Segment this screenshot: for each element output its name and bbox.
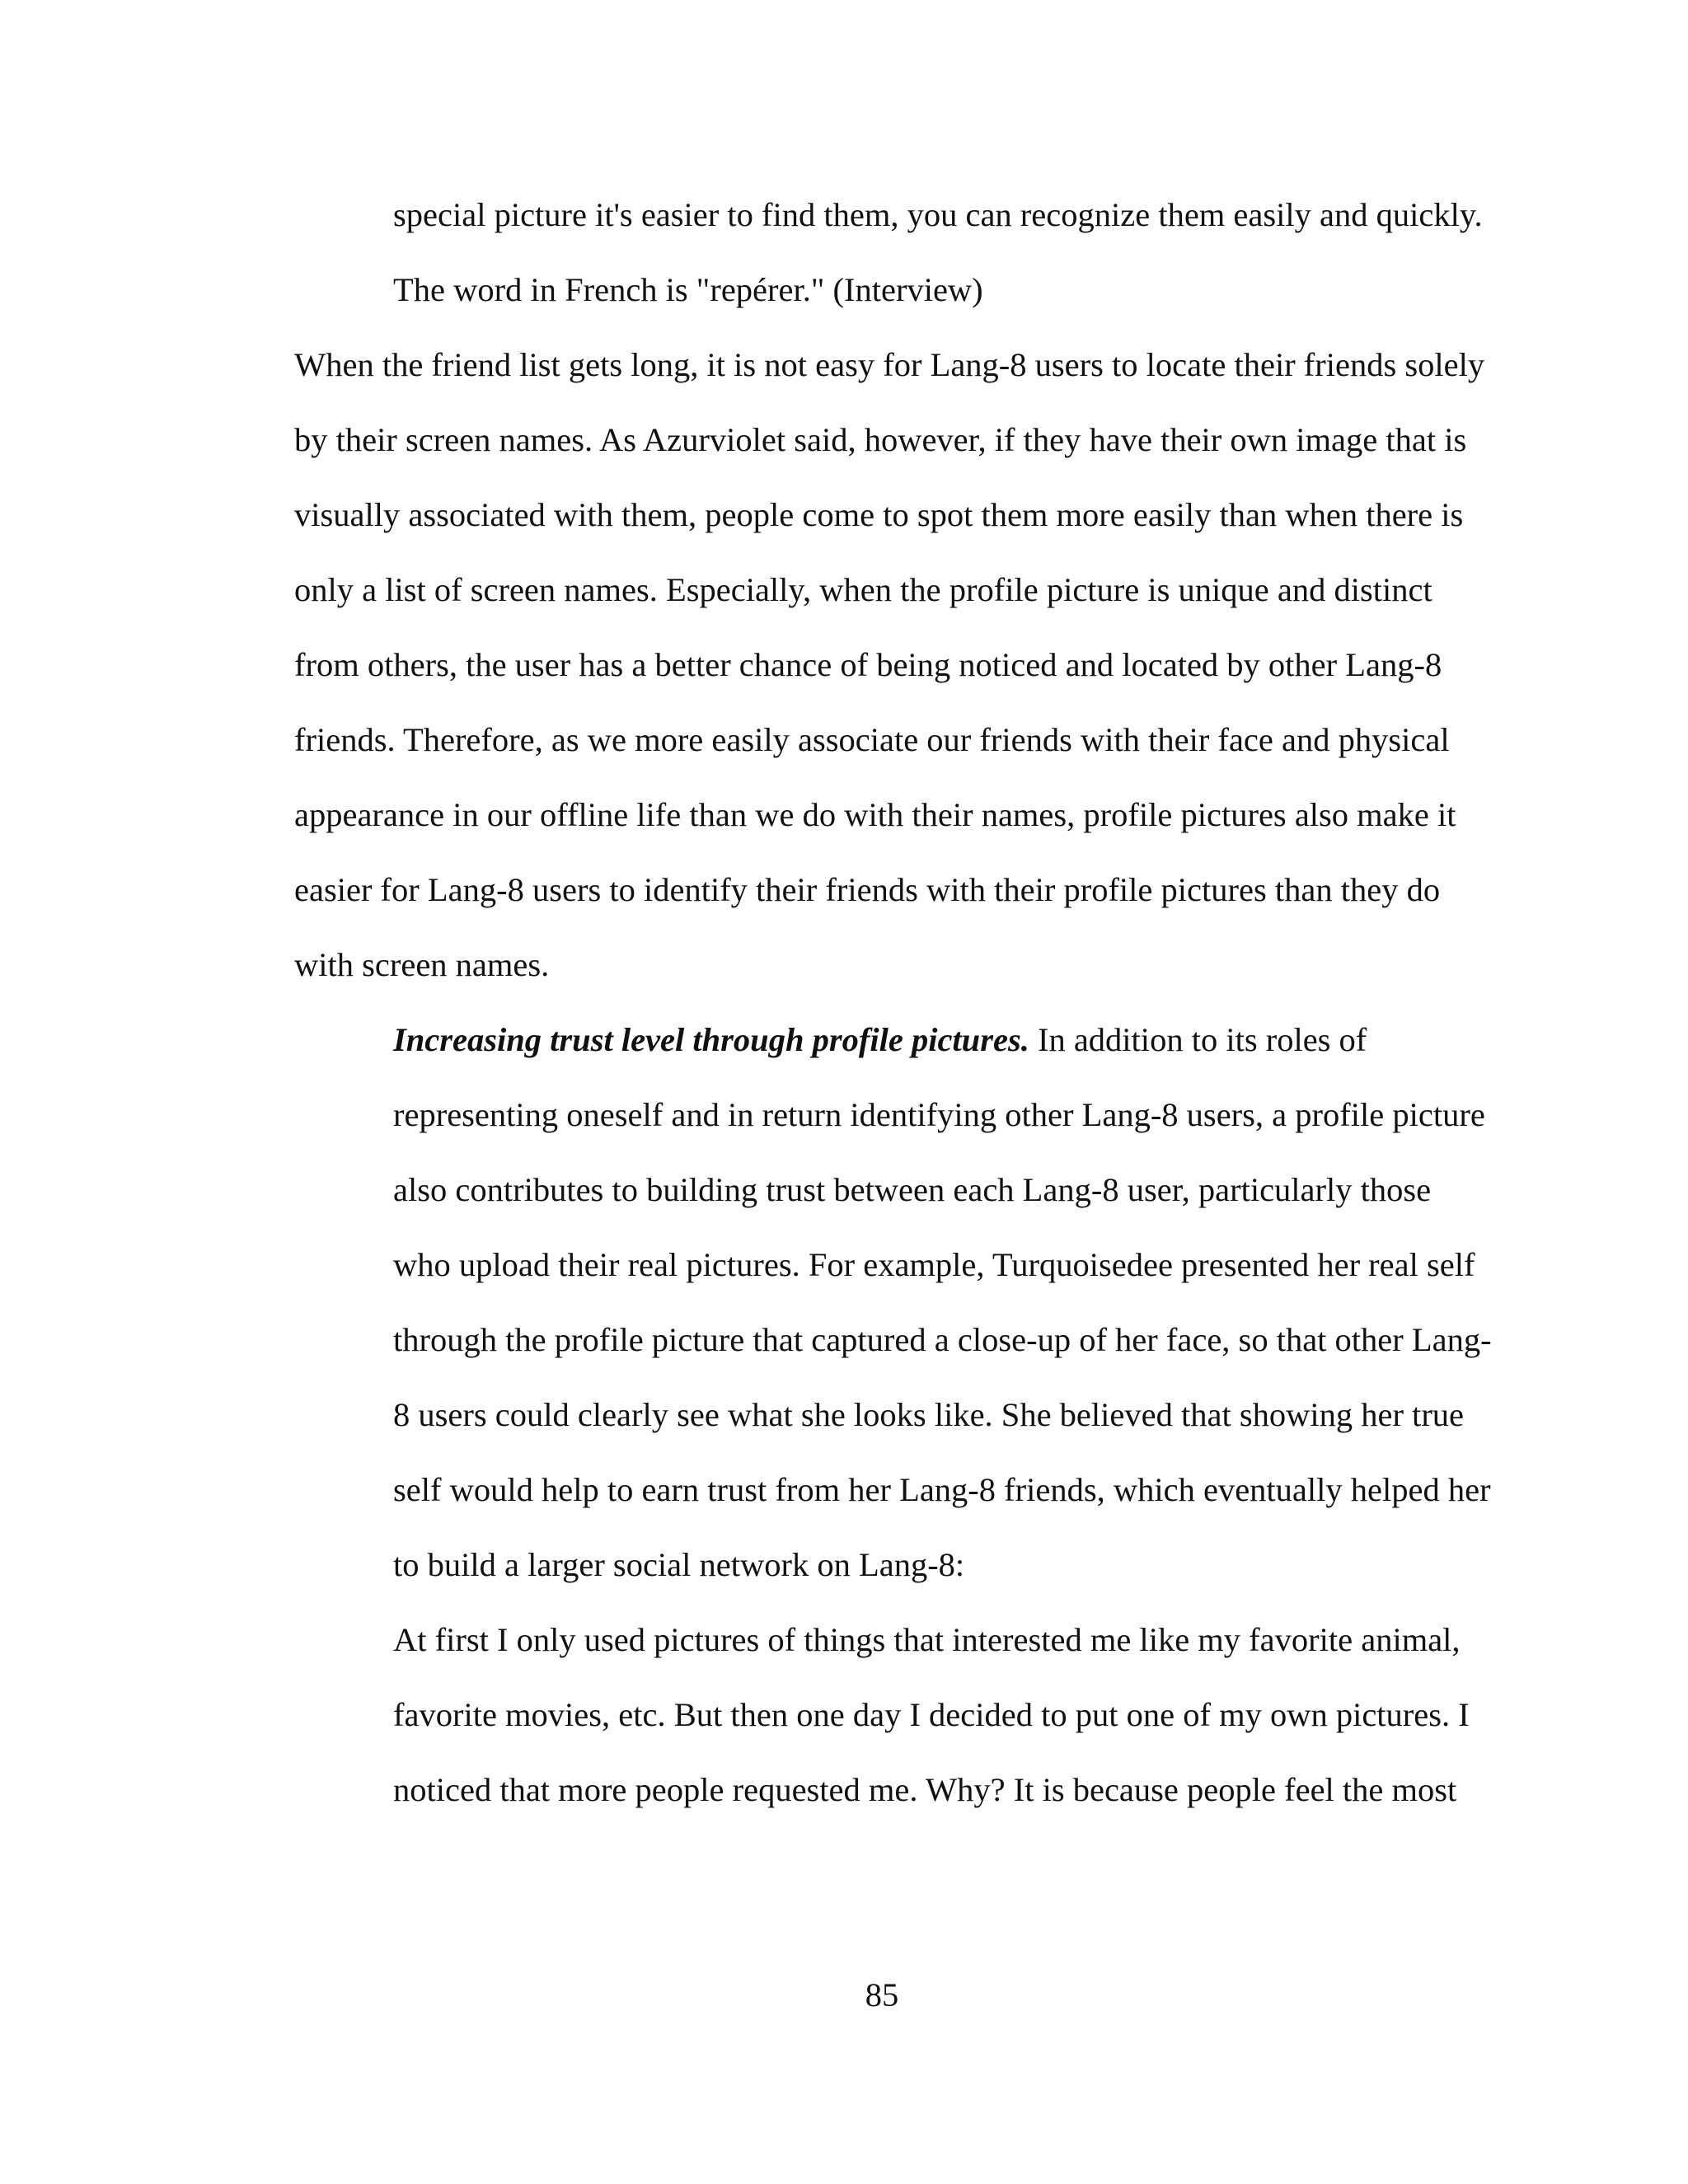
body-line: self would help to earn trust from her Lang-8 friends, which eventually helped her <box>393 1471 1491 1508</box>
page-number: 85 <box>865 1976 899 2013</box>
body-line: through the profile picture that captured a close-up of her face, so that other Lang- <box>393 1321 1492 1358</box>
body-line: also contributes to building trust between each Lang-8 user, particularly those <box>393 1171 1432 1208</box>
body-line: representing oneself and in return identifying other Lang-8 users, a profile picture <box>393 1096 1485 1133</box>
section-heading-line <box>393 1020 1367 1060</box>
quote-line: favorite movies, etc. But then one day I decided to put one of my own pictures. I <box>393 1696 1470 1733</box>
quote-line: special picture it's easier to find them, you can recognize them easily and quickly. <box>393 196 1483 233</box>
body-line: appearance in our offline life than we do with their names, profile pictures also make it <box>294 796 1456 833</box>
body-line: visually associated with them, people come to spot them more easily than when there is <box>294 496 1464 533</box>
body-text: In addition to its roles of <box>1029 1021 1367 1058</box>
body-line: who upload their real pictures. For example, Turquoisedee presented her real self <box>393 1246 1475 1283</box>
body-line: to build a larger social network on Lang-8: <box>393 1546 965 1583</box>
body-line: by their screen names. As Azurviolet said, however, if they have their own image that is <box>294 421 1467 458</box>
body-line: friends. Therefore, as we more easily associate our friends with their face and physical <box>294 721 1450 758</box>
body-line: only a list of screen names. Especially, when the profile picture is unique and distinct <box>294 571 1432 608</box>
body-line: When the friend list gets long, it is not easy for Lang-8 users to locate their friends solely <box>294 346 1485 383</box>
body-line: easier for Lang-8 users to identify their friends with their profile pictures than they do <box>294 871 1441 908</box>
quote-line: The word in French is "repérer." (Interview) <box>393 271 983 308</box>
body-line: with screen names. <box>294 946 550 983</box>
quote-line: At first I only used pictures of things that interested me like my favorite animal, <box>393 1621 1461 1658</box>
body-line: 8 users could clearly see what she looks like. She believed that showing her true <box>393 1396 1465 1433</box>
section-heading: Increasing trust level through profile pictures. <box>393 1021 1029 1058</box>
quote-line: noticed that more people requested me. Why? It is because people feel the most <box>393 1771 1457 1808</box>
body-line: from others, the user has a better chance of being noticed and located by other Lang-8 <box>294 646 1442 683</box>
